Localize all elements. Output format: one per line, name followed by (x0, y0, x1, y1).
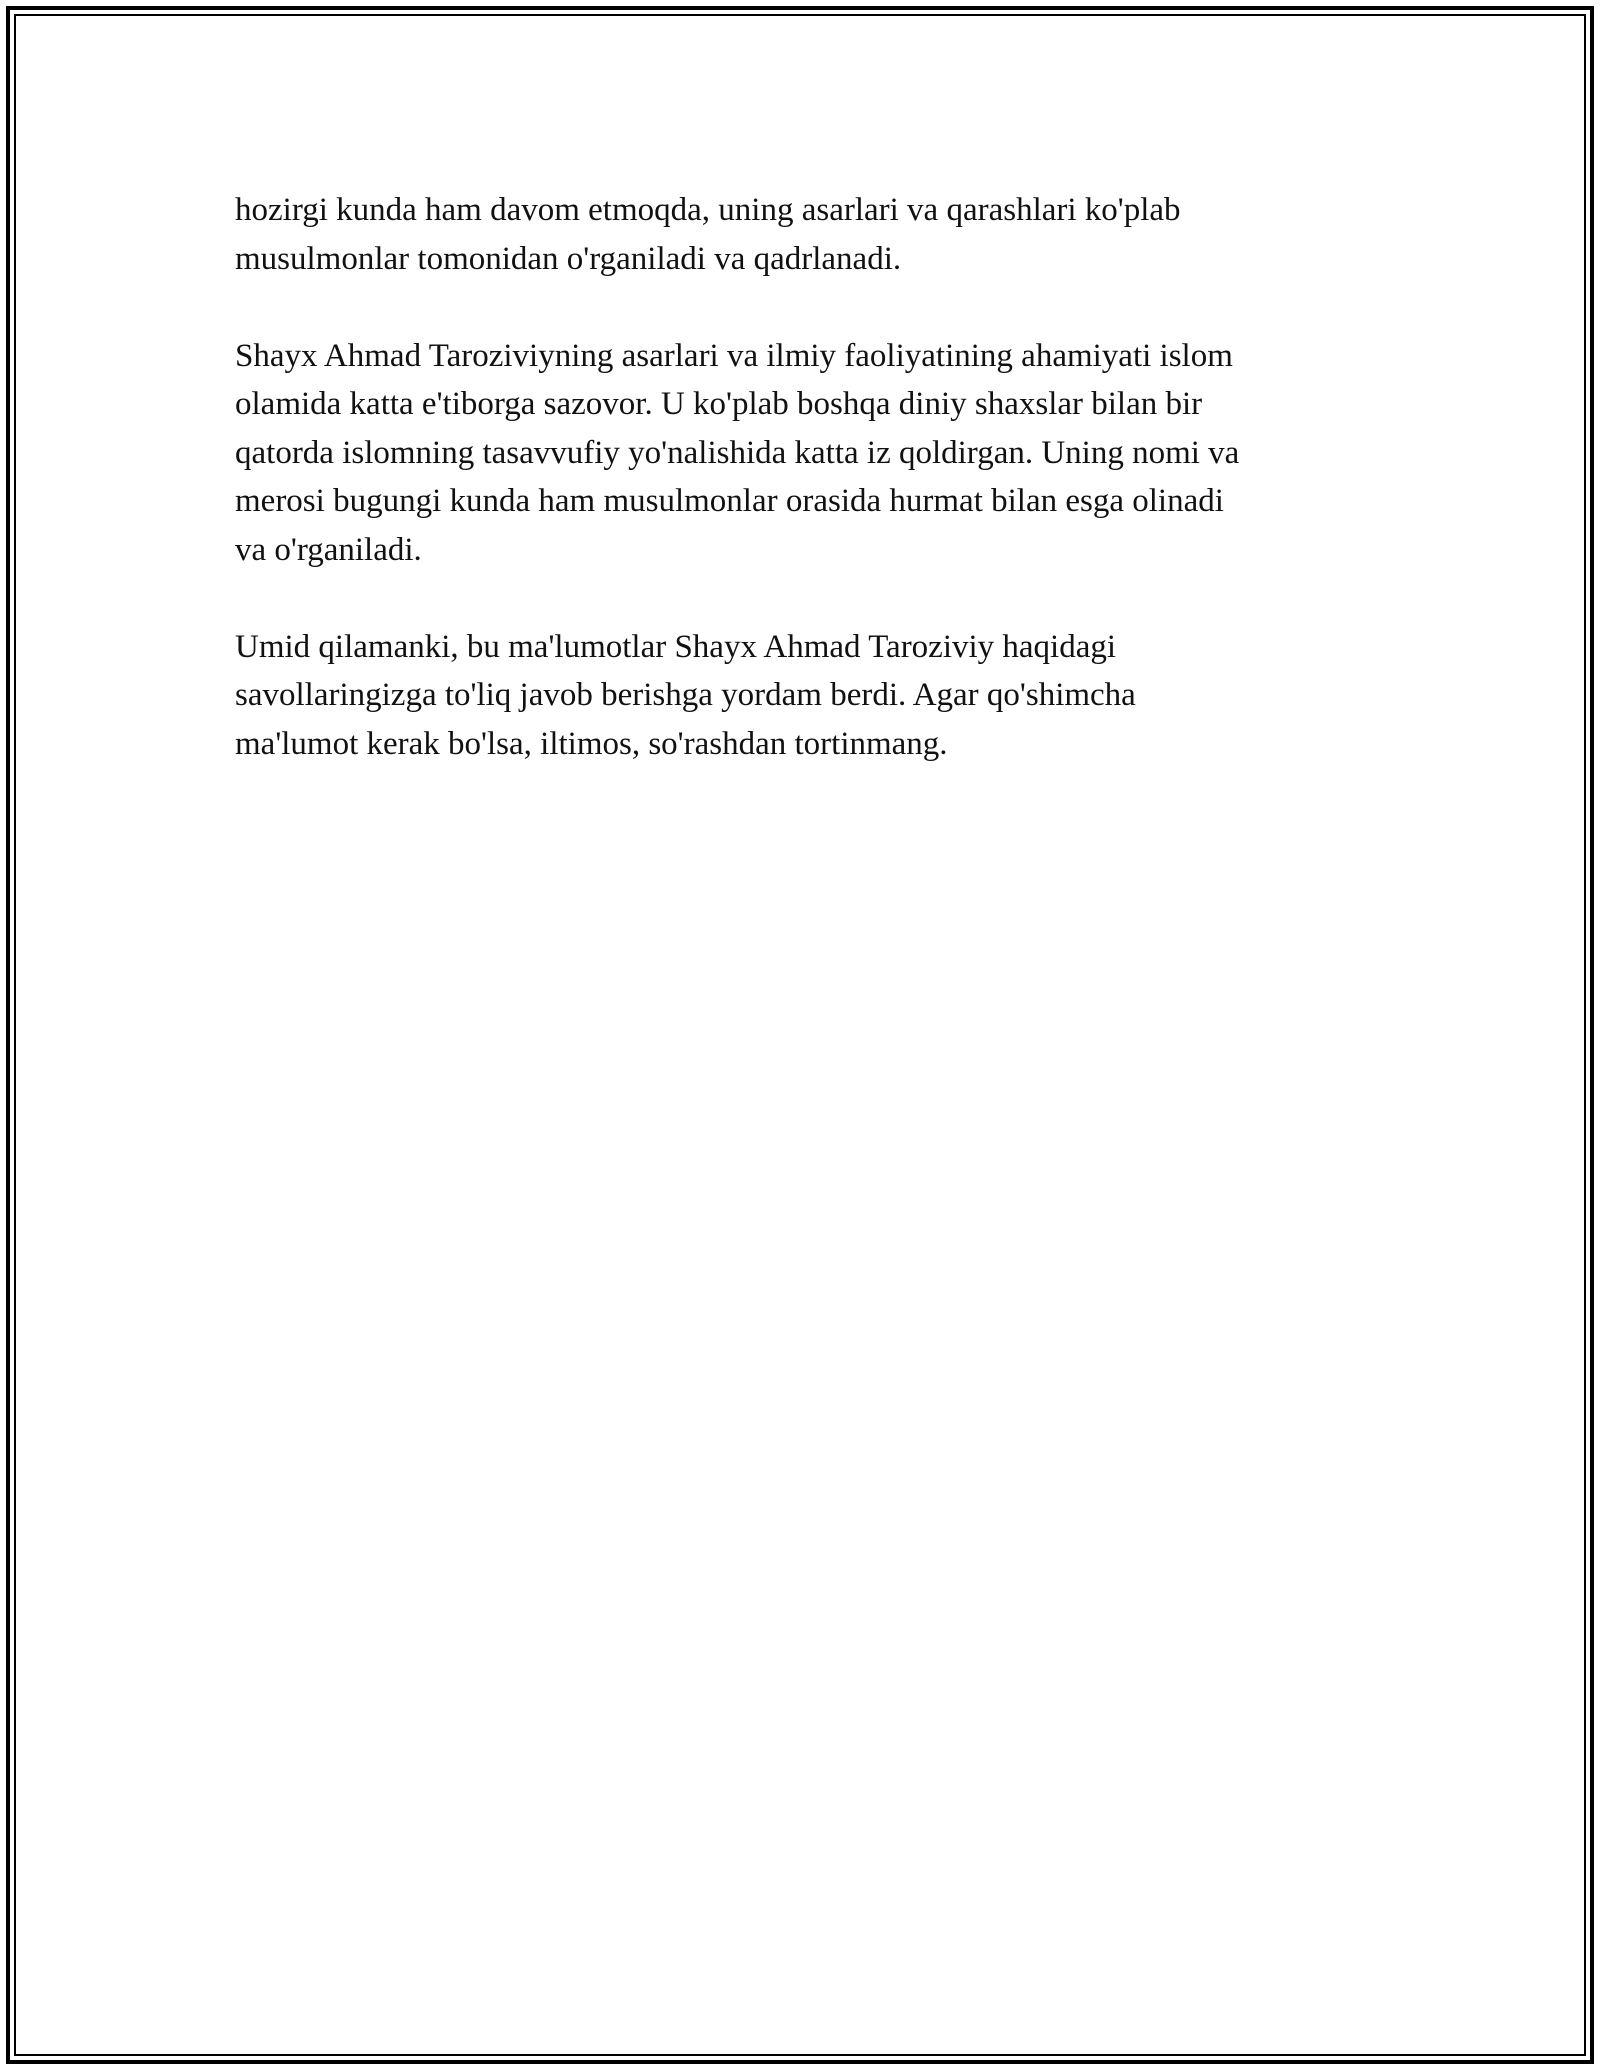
text-line: qatorda islomning tasavvufiy yo'nalishida katta iz qoldirgan. Uning nomi va (235, 434, 1240, 471)
text-line: merosi bugungi kunda ham musulmonlar orasida hurmat bilan esga olinadi (235, 483, 1224, 519)
paragraph-significance (235, 332, 1365, 575)
text-line: va o'rganiladi. (235, 531, 422, 568)
text-line: hozirgi kunda ham davom etmoqda, uning asarlari va qarashlari ko'plab (235, 192, 1181, 228)
text-line: ma'lumot kerak bo'lsa, iltimos, so'rashdan tortinmang. (235, 725, 948, 762)
paragraph-closing (235, 623, 1365, 769)
text-line: Shayx Ahmad Taroziviyning asarlari va ilmiy faoliyatining ahamiyati islom (235, 337, 1233, 374)
document-body (235, 186, 1365, 817)
text-line: musulmonlar tomonidan o'rganiladi va qadrlanadi. (235, 240, 902, 277)
text-line: savollaringizga to'liq javob berishga yordam berdi. Agar qo'shimcha (235, 677, 1136, 713)
text-line: Umid qilamanki, bu ma'lumotlar Shayx Ahmad Taroziviy haqidagi (235, 628, 1117, 665)
text-line: olamida katta e'tiborga sazovor. U ko'plab boshqa diniy shaxslar bilan bir (235, 386, 1203, 422)
paragraph-continuation (235, 186, 1365, 283)
